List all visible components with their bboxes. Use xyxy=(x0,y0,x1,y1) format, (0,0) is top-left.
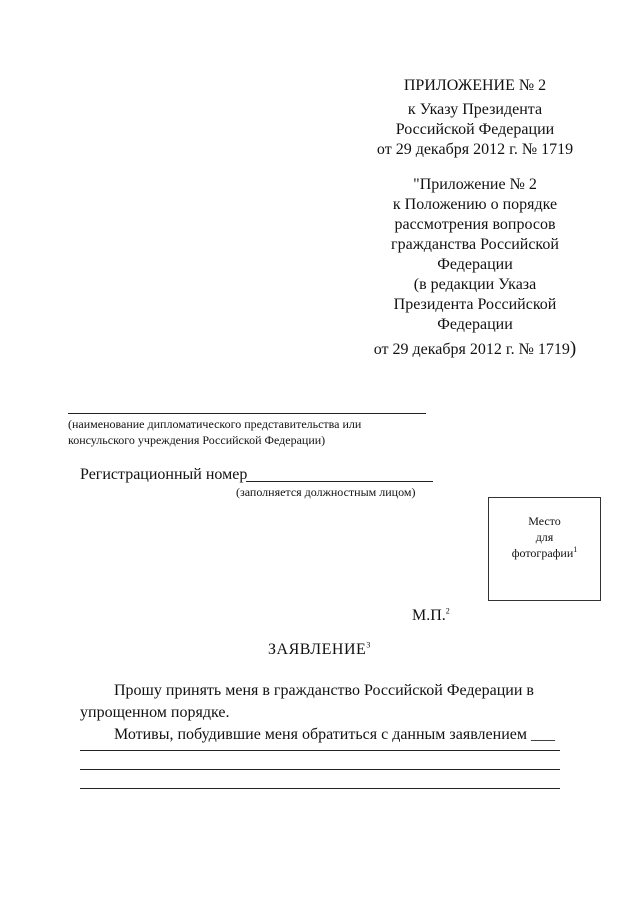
annex-line-2: к Положению о порядке xyxy=(392,196,558,213)
annex-line-5: Федерации xyxy=(437,256,513,273)
statement-para-1-line-2: упрощенном порядке. xyxy=(80,704,230,721)
photo-placeholder xyxy=(488,497,601,601)
mission-caption xyxy=(68,416,448,448)
annex-line-3: рассмотрения вопросов xyxy=(394,216,556,233)
annex-number: ПРИЛОЖЕНИЕ № 2 xyxy=(403,77,547,94)
annex-date: от 29 декабря 2012 г. № 1719 xyxy=(373,341,570,358)
statement-title-text: ЗАЯВЛЕНИЕ xyxy=(268,641,367,658)
mission-name-line[interactable] xyxy=(68,413,426,414)
registration-label: Регистрационный номер xyxy=(80,466,248,483)
mission-caption-line-1: (наименование дипломатического представительства или xyxy=(68,417,362,431)
annex-close-paren: ) xyxy=(569,338,577,359)
answer-line-2[interactable] xyxy=(80,769,560,770)
annex-line-8: Федерации xyxy=(437,316,513,333)
statement-footnote: 3 xyxy=(366,640,371,650)
statement-title xyxy=(268,640,371,660)
photo-line-2: для xyxy=(535,530,554,544)
answer-line-3[interactable] xyxy=(80,788,560,789)
annex-line-6: (в редакции Указа xyxy=(413,276,537,293)
annex-line-1: "Приложение № 2 xyxy=(413,176,537,193)
registration-number-line[interactable] xyxy=(246,481,433,482)
photo-line-1: Место xyxy=(528,514,561,528)
photo-footnote: 1 xyxy=(573,545,578,554)
photo-label: фотографии xyxy=(511,546,574,560)
annex-line-7: Президента Российской xyxy=(393,296,557,313)
decree-line-2: Российской Федерации xyxy=(395,121,555,138)
decree-line-3: от 29 декабря 2012 г. № 1719 xyxy=(376,141,574,158)
photo-line-3 xyxy=(489,545,600,561)
header-block xyxy=(365,76,585,160)
decree-line-1: к Указу Президента xyxy=(407,101,543,118)
answer-line-1[interactable] xyxy=(80,750,560,751)
statement-para-2: Мотивы, побудившие меня обратиться с данным заявлением ___ xyxy=(114,726,555,743)
annex-line-9 xyxy=(365,339,585,360)
statement-para-1-line-1: Прошу принять меня в гражданство Российской Федерации в xyxy=(114,682,534,699)
annex-block xyxy=(365,175,585,360)
registration-hint: (заполняется должностным лицом) xyxy=(236,485,416,499)
stamp-label: М.П. xyxy=(412,607,446,624)
mission-caption-line-2: консульского учреждения Российской Федерации) xyxy=(68,433,326,447)
annex-line-4: гражданства Российской xyxy=(391,236,559,253)
stamp-footnote: 2 xyxy=(445,606,450,616)
statement-body xyxy=(80,680,560,746)
stamp-mark xyxy=(412,606,450,626)
